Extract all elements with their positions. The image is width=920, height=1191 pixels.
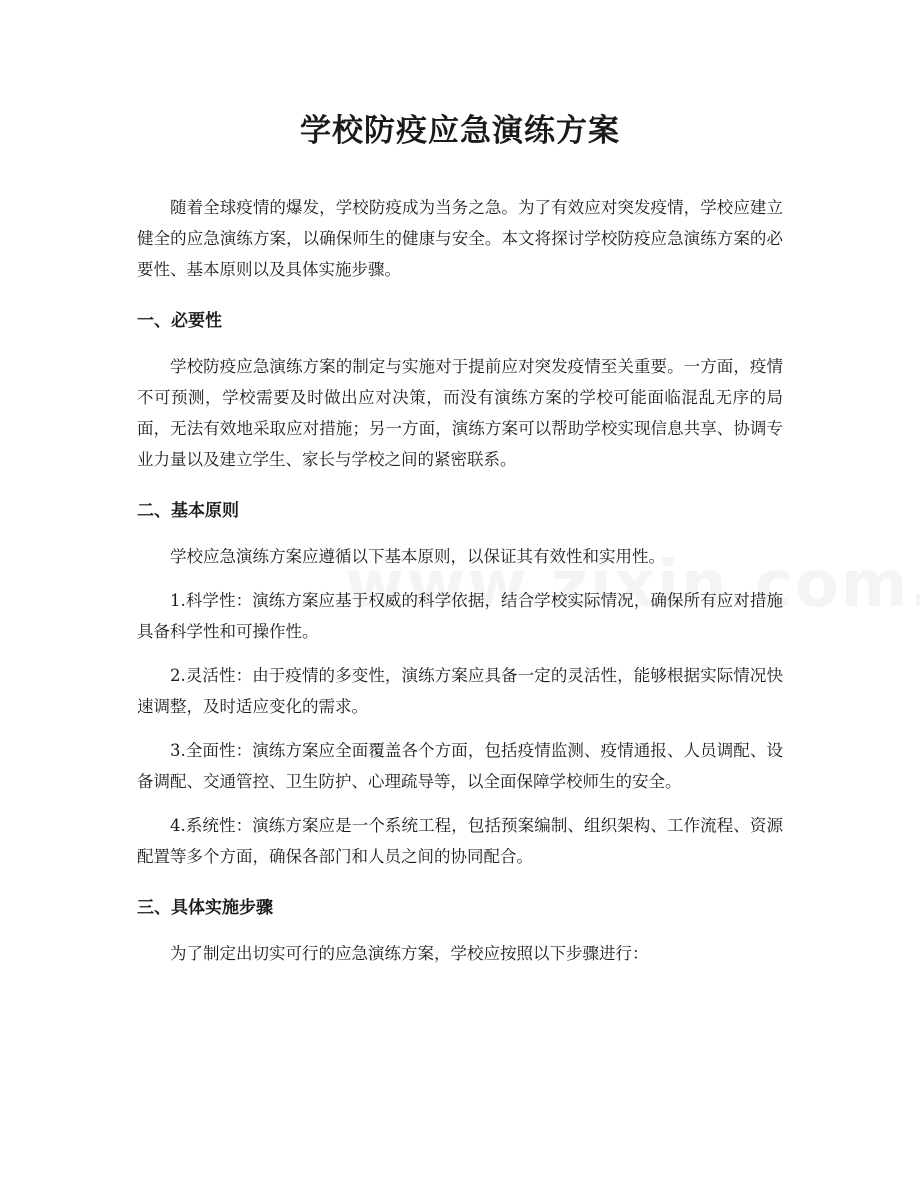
principle-item-scientific: 1.科学性：演练方案应基于权威的科学依据，结合学校实际情况，确保所有应对措施具备科学性和可操作性。	[137, 591, 783, 641]
section-paragraph: 为了制定出切实可行的应急演练方案，学校应按照以下步骤进行：	[170, 944, 649, 963]
section-heading-principles: 二、基本原则	[137, 501, 239, 521]
section-heading-steps: 三、具体实施步骤	[137, 898, 273, 918]
principle-item-flexibility: 2.灵活性：由于疫情的多变性，演练方案应具备一定的灵活性，能够根据实际情况快速调整，及时适应变化的需求。	[137, 666, 783, 716]
principle-item-systematic: 4.系统性：演练方案应是一个系统工程，包括预案编制、组织架构、工作流程、资源配置等多个方面，确保各部门和人员之间的协同配合。	[137, 816, 783, 866]
section-heading-necessity: 一、必要性	[137, 311, 222, 331]
principle-item-comprehensive: 3.全面性：演练方案应全面覆盖各个方面，包括疫情监测、疫情通报、人员调配、设备调配、交通管控、卫生防护、心理疏导等，以全面保障学校师生的安全。	[137, 741, 783, 791]
document-title: 学校防疫应急演练方案	[300, 113, 620, 149]
section-paragraph: 学校应急演练方案应遵循以下基本原则，以保证其有效性和实用性。	[170, 547, 665, 566]
intro-paragraph: 随着全球疫情的爆发，学校防疫成为当务之急。为了有效应对突发疫情，学校应建立健全的应急演练方案，以确保师生的健康与安全。本文将探讨学校防疫应急演练方案的必要性、基本原则以及具体实施步骤。	[137, 198, 783, 279]
section-paragraph: 学校防疫应急演练方案的制定与实施对于提前应对突发疫情至关重要。一方面，疫情不可预测，学校需要及时做出应对决策，而没有演练方案的学校可能面临混乱无序的局面，无法有效地采取应对措施；另一方面，演练方案可以帮助学校实现信息共享、协调专业力量以及建立学生、家长与学校之间的紧密联系。	[137, 357, 783, 469]
